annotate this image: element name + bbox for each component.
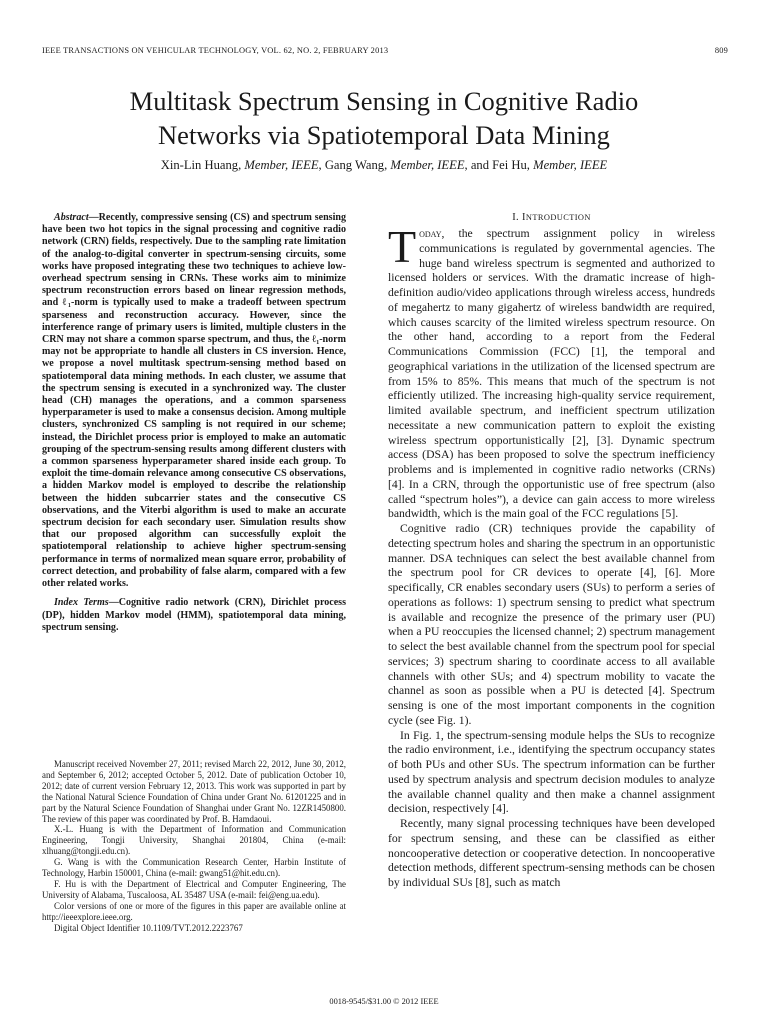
right-column <box>388 212 715 891</box>
index-terms-label: Index Terms <box>54 597 109 609</box>
journal-line: IEEE TRANSACTIONS ON VEHICULAR TECHNOLOGY, VOL. 62, NO. 2, FEBRUARY 2013 <box>42 46 389 55</box>
footnotes <box>42 759 346 934</box>
section-title-rest: NTRODUCTION <box>525 213 591 222</box>
footnote-author-2: G. Wang is with the Communication Research Center, Harbin Institute of Technology, Harbin 150001, China (e-mail: gwang51@hit.edu.cn). <box>42 857 346 879</box>
running-header <box>42 46 728 60</box>
paper-title <box>40 84 728 152</box>
membership-1: Member, IEEE <box>244 158 319 172</box>
abstract <box>42 212 346 590</box>
index-terms <box>42 597 346 634</box>
intro-paragraph-2: Cognitive radio (CR) techniques provide the capability of detecting spectrum holes and sharing the spectrum in an opportunistic manner. DSA techniques can select the best available channel from the spectrum pool for CR devices to operate [4], [6]. More specifically, CR enables secondary users (SUs) to perform a series of operations as follows: 1) spectrum sensing to predict what spectrum is available and recognize the presence of the primary user (PU) when a PU reoccupies the licensed channel; 2) spectrum management to select the best available channel from the spectrum pool for special services; 3) spectrum sharing to coordinate access to all available channels with other SUs; and 4) spectrum mobility to vacate the channel as soon as possible when a PU is detected [4]. Spectrum sensing is one of the most important components in the cognition cycle (see Fig. 1). <box>388 522 715 727</box>
abstract-label: Abstract <box>54 212 89 223</box>
page-number: 809 <box>714 46 728 55</box>
footnote-color-versions: Color versions of one or more of the figures in this paper are available online at http://ieeexplore.ieee.org. <box>42 900 346 922</box>
membership-2: Member, IEEE <box>390 158 465 172</box>
intro-paragraph-1 <box>388 221 715 522</box>
footnote-doi: Digital Object Identifier 10.1109/TVT.2012.2223767 <box>54 922 243 933</box>
abstract-text: —Recently, compressive sensing (CS) and spectrum sensing have been two hot topics in the signal processing and cognitive radio network (CRN) fields, respectively. Due to the sampling rate limitation of the analog-to-digital converter in spectrum-sensing circuits, some works have proposed integrating these two techniques to achieve low-overhead spectrum sensing in CRNs. These works aim to minimize spectrum reconstruction errors based on linear regression methods, and ℓ₁-norm is typically used to make a tradeoff between spectrum sparseness and reconstruction accuracy. However, since the interference range of primary users is limited, multiple clusters in the CRN may not share a common sparse spectrum, and thus, the ℓ₁-norm may not be appropriate to handle all clusters in CS inversion. Hence, we propose a novel multitask spectrum-sensing method based on spatiotemporal data mining methods. In each cluster, we assume that the spectrum sensing is executed in a synchronized way. The cluster head (CH) manages the operations, and a common sparseness hyperparameter is used to make a consensus decision. Among multiple clusters, synchronized CS sampling is not required in our scheme; instead, the Dirichlet process prior is employed to make an automatic grouping of the spectrum-sensing results among different clusters with a common sparseness hyperparameter shared inside each group. To exploit the time-domain relevance among consecutive CS observations, a hidden Markov model is employed to describe the relationship between the hidden subcarrier states and the consecutive CS observations, and the Viterbi algorithm is used to make an accurate spectrum decision for each secondary user. Simulation results show that our proposed algorithm can successfully exploit the spatiotemporal relationship to achieve higher spectrum-sensing performance in terms of normalized mean square error, probability of correct detection, and probability of false alarm, compared with a few other related works. <box>42 212 346 590</box>
intro-paragraph-3: In Fig. 1, the spectrum-sensing module helps the SUs to recognize the radio environment, i.e., identifying the spectrum occupancy states of both PUs and other SUs. The spectrum information can be further used by spectrum analysis and spectrum decision modules to analyze the available channel quality and then make a channel assignment decision, respectively [4]. <box>388 728 715 816</box>
intro-paragraph-4: Recently, many signal processing techniques have been developed for spectrum sensing, and these can be classified as either noncooperative detection or cooperative detection. In noncooperative detection methods, different spectrum-sensing methods can be chosen by individual SUs [8], such as match <box>388 817 715 889</box>
left-column <box>42 212 346 634</box>
section-number: I. <box>512 212 523 223</box>
copyright-footer: 0018-9545/$31.00 © 2012 IEEE <box>329 997 439 1006</box>
section-title-first: I <box>522 212 526 223</box>
author-3: , and Fei Hu, <box>464 158 534 172</box>
index-terms-text: —Cognitive radio network (CRN), Dirichlet process (DP), hidden Markov model (HMM), spatiotemporal data mining, spectrum sensing. <box>42 597 346 633</box>
author-1: Xin-Lin Huang, <box>160 158 245 172</box>
intro-p1-text: , the spectrum assignment policy in wireless communications is regulated by governmental agencies. The huge band wireless spectrum is segmented and authorized to licensed holders or services. With the dramatic increase of high-definition audio/video applications through wireless access, hundreds of megahertz to many gigahertz of wireless bandwidth are required, which causes scarcity of the limited wireless spectrum resource. On the other hand, according to a report from the Federal Communications Commission (FCC) [1], the temporal and geographical variations in the utilization of the licensed spectrum are from 15% to 85%. This means that much of the spectrum is not efficiently utilized. The increasing high-quality service requirement, limited available spectrum, and inefficient spectrum utilization necessitate a new communication pattern to exploit the existing wireless spectrum opportunistically [2], [3]. Dynamic spectrum access (DSA) has been proposed to solve the spectrum inefficiency problems and is implemented in cognitive radio networks (CRNs) [4]. In a CRN, through the opportunistic use of free spectrum (also called “spectrum holes”), a device can gain access to more wireless bandwidth, which is the main goal of the FCC regulations [5]. <box>388 227 715 521</box>
title-line-2: Networks via Spatiotemporal Data Mining <box>158 120 610 150</box>
section-heading <box>388 212 715 223</box>
footnote-manuscript: Manuscript received November 27, 2011; revised March 22, 2012, June 30, 2012, and September 6, 2012; accepted October 5, 2012. Date of publication October 10, 2012; date of current version February 12, 2013. This work was supported in part by the National Natural Science Foundation of China under Grant No. 61201225 and in part by the Natural Science Foundation of Shanghai under Grant No. 12ZR1450800. The review of this paper was coordinated by Prof. B. Hamdaoui. <box>42 759 346 824</box>
author-line <box>40 158 728 173</box>
footnote-author-3: F. Hu is with the Department of Electrical and Computer Engineering, The University of Alabama, Tuscaloosa, AL 35487 USA (e-mail: fei@eng.ua.edu). <box>42 878 346 900</box>
drop-cap: T <box>388 221 417 272</box>
first-word: oday <box>419 227 442 240</box>
footnote-author-1: X.-L. Huang is with the Department of Information and Communication Engineering, Tongji University, Shanghai 201804, China (e-mail: xlhuang@tongji.edu.cn). <box>42 824 346 857</box>
title-line-1: Multitask Spectrum Sensing in Cognitive Radio <box>129 86 639 116</box>
membership-3: Member, IEEE <box>533 158 608 172</box>
author-2: , Gang Wang, <box>318 158 391 172</box>
